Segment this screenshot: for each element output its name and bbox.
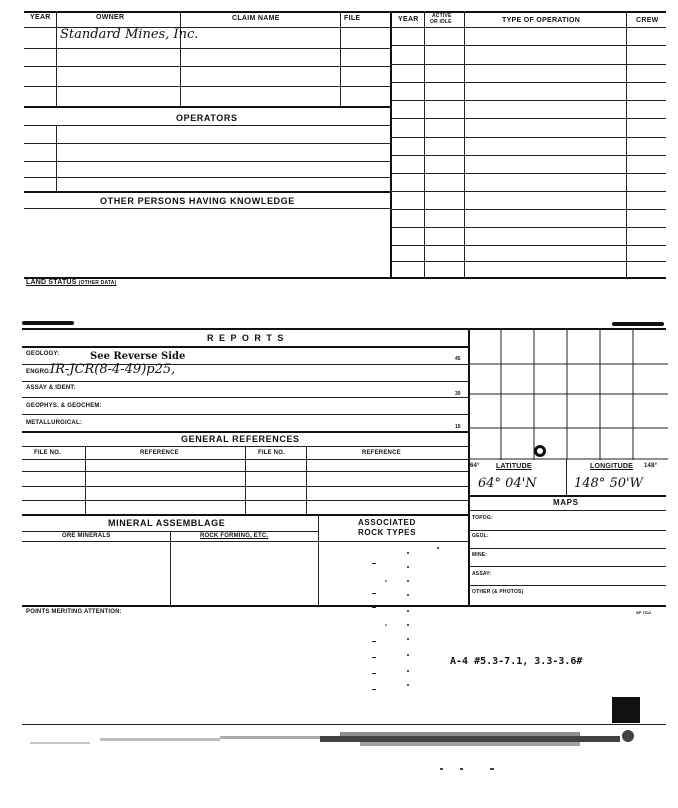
mineral-assemblage-title: MINERAL ASSEMBLAGE — [108, 518, 226, 528]
v-claim-divider — [340, 11, 341, 106]
report-row-line — [22, 431, 468, 433]
maps-other-label: OTHER (& PHOTOS) — [472, 589, 524, 595]
scan-mark — [612, 322, 664, 326]
latitude-label: LATITUDE — [496, 463, 532, 470]
col-active-header-2: OR IDLE — [430, 19, 452, 25]
operator-row-line — [24, 125, 390, 126]
v-activity-year-divider — [424, 11, 425, 277]
top-rule — [24, 11, 666, 13]
assay-ident-label: ASSAY & IDENT: — [26, 385, 76, 391]
report-row-line — [22, 381, 468, 382]
longitude-label: LONGITUDE — [590, 463, 634, 470]
activity-row-line — [390, 64, 666, 65]
other-persons-title: OTHER PERSONS HAVING KNOWLEDGE — [100, 196, 295, 206]
v-mineral-divider — [170, 531, 171, 605]
v-latlong-divider — [566, 460, 567, 496]
points-top-rule — [22, 605, 666, 607]
reports-title-rule — [22, 346, 468, 348]
col-file-no-2: FILE NO. — [258, 450, 285, 456]
associated-title-1: ASSOCIATED — [358, 518, 416, 527]
maps-topog-label: TOPOG: — [472, 515, 493, 521]
maps-row-line — [468, 548, 666, 549]
operator-row-line — [24, 177, 390, 178]
activity-row-line — [390, 227, 666, 228]
activity-row-line — [390, 100, 666, 101]
v-year-divider — [56, 11, 57, 106]
activity-row-line — [390, 82, 666, 83]
longitude-value: 148° 50'W — [574, 476, 643, 491]
long-suffix: 148° — [644, 463, 658, 469]
other-persons-rule — [24, 208, 390, 209]
col-crew-header: CREW — [636, 17, 659, 24]
activity-row-line — [390, 173, 666, 174]
activity-row-line — [390, 118, 666, 119]
col-active-header-1: ACTIVE — [432, 13, 452, 19]
land-status-sub: (OTHER DATA) — [78, 280, 117, 286]
activity-row-line — [390, 137, 666, 138]
points-meriting-label: POINTS MERITING ATTENTION: — [26, 609, 122, 615]
owner-entry: Standard Mines, Inc. — [60, 27, 199, 42]
v-associated-divider — [318, 514, 319, 605]
owner-row-line — [24, 86, 390, 87]
col-file-no-1: FILE NO. — [34, 450, 61, 456]
activity-row-line — [390, 191, 666, 192]
scan-smudge — [20, 724, 668, 774]
form-number: SP 7312 — [636, 610, 652, 615]
col-type-header: TYPE OF OPERATION — [502, 17, 581, 24]
v-main-divider — [390, 11, 392, 277]
margin-15: 15 — [455, 424, 461, 430]
col-file-header: FILE — [344, 15, 361, 22]
location-grid — [468, 328, 668, 460]
col-reference-1: REFERENCE — [140, 450, 179, 456]
maps-title-rule — [468, 510, 666, 511]
owner-row-line — [24, 106, 390, 108]
reports-title: R E P O R T S — [207, 333, 285, 343]
v-owner-divider — [180, 11, 181, 106]
col-year-header: YEAR — [30, 14, 51, 21]
geology-value: See Reverse Side — [90, 351, 186, 362]
registration-block — [612, 697, 640, 723]
activity-row-line — [390, 261, 666, 262]
geology-label: GEOLOGY: — [26, 351, 60, 357]
general-references-title: GENERAL REFERENCES — [181, 434, 300, 444]
top-section-bottom-rule — [24, 277, 666, 279]
operators-title: OPERATORS — [176, 113, 238, 123]
margin-30: 30 — [455, 391, 461, 397]
maps-geol-label: GEOL: — [472, 533, 489, 539]
metallurgical-label: METALLURGICAL: — [26, 420, 83, 426]
geophys-label: GEOPHYS. & GEOCHEM: — [26, 403, 102, 409]
operator-row-line — [24, 143, 390, 144]
v-gen-ref-divider — [306, 446, 307, 514]
operator-row-line — [24, 161, 390, 162]
land-status-text: LAND STATUS — [26, 279, 77, 286]
dot-marks — [360, 545, 450, 695]
location-marker-icon — [534, 445, 546, 457]
associated-title-2: ROCK TYPES — [358, 528, 417, 537]
activity-row-line — [390, 209, 666, 210]
report-row-line — [22, 397, 468, 398]
v-operator-year-divider — [56, 125, 57, 191]
v-gen-ref-divider — [245, 446, 246, 514]
maps-row-line — [468, 530, 666, 531]
associated-rule — [318, 541, 468, 542]
col-year2-header: YEAR — [398, 16, 419, 23]
owner-row-line — [24, 48, 390, 49]
maps-row-line — [468, 585, 666, 586]
maps-row-line — [468, 566, 666, 567]
latitude-value: 64° 04'N — [478, 476, 537, 491]
engrg-value: IR-JCR(8-4-49)p25, — [50, 362, 176, 377]
v-activity-divider — [464, 11, 465, 277]
maps-top-rule — [468, 495, 666, 497]
v-crew-divider — [626, 11, 627, 277]
v-gen-ref-divider — [85, 446, 86, 514]
maps-title: MAPS — [553, 498, 579, 507]
activity-row-line — [390, 155, 666, 156]
scan-mark — [22, 321, 74, 325]
margin-45: 45 — [455, 356, 461, 362]
col-reference-2: REFERENCE — [362, 450, 401, 456]
owner-row-line — [24, 66, 390, 67]
activity-row-line — [390, 245, 666, 246]
gen-ref-bottom-rule — [22, 514, 468, 516]
activity-row-line — [390, 45, 666, 46]
report-row-line — [22, 414, 468, 415]
lat-prefix: 64° — [470, 463, 480, 469]
col-rock-forming: ROCK FORMING, ETC. — [200, 533, 269, 539]
maps-mine-label: MINE: — [472, 552, 488, 558]
operator-row-line — [24, 191, 390, 193]
col-claim-name-header: CLAIM NAME — [232, 15, 280, 22]
col-owner-header: OWNER — [96, 14, 125, 21]
maps-assay-label: ASSAY: — [472, 571, 492, 577]
col-ore-minerals: ORE MINERALS — [62, 533, 111, 539]
land-status-label — [26, 279, 116, 286]
engrg-label: ENGRG: — [26, 369, 52, 375]
stamp-code: A-4 #5.3-7.1, 3.3-3.6# — [450, 656, 583, 667]
